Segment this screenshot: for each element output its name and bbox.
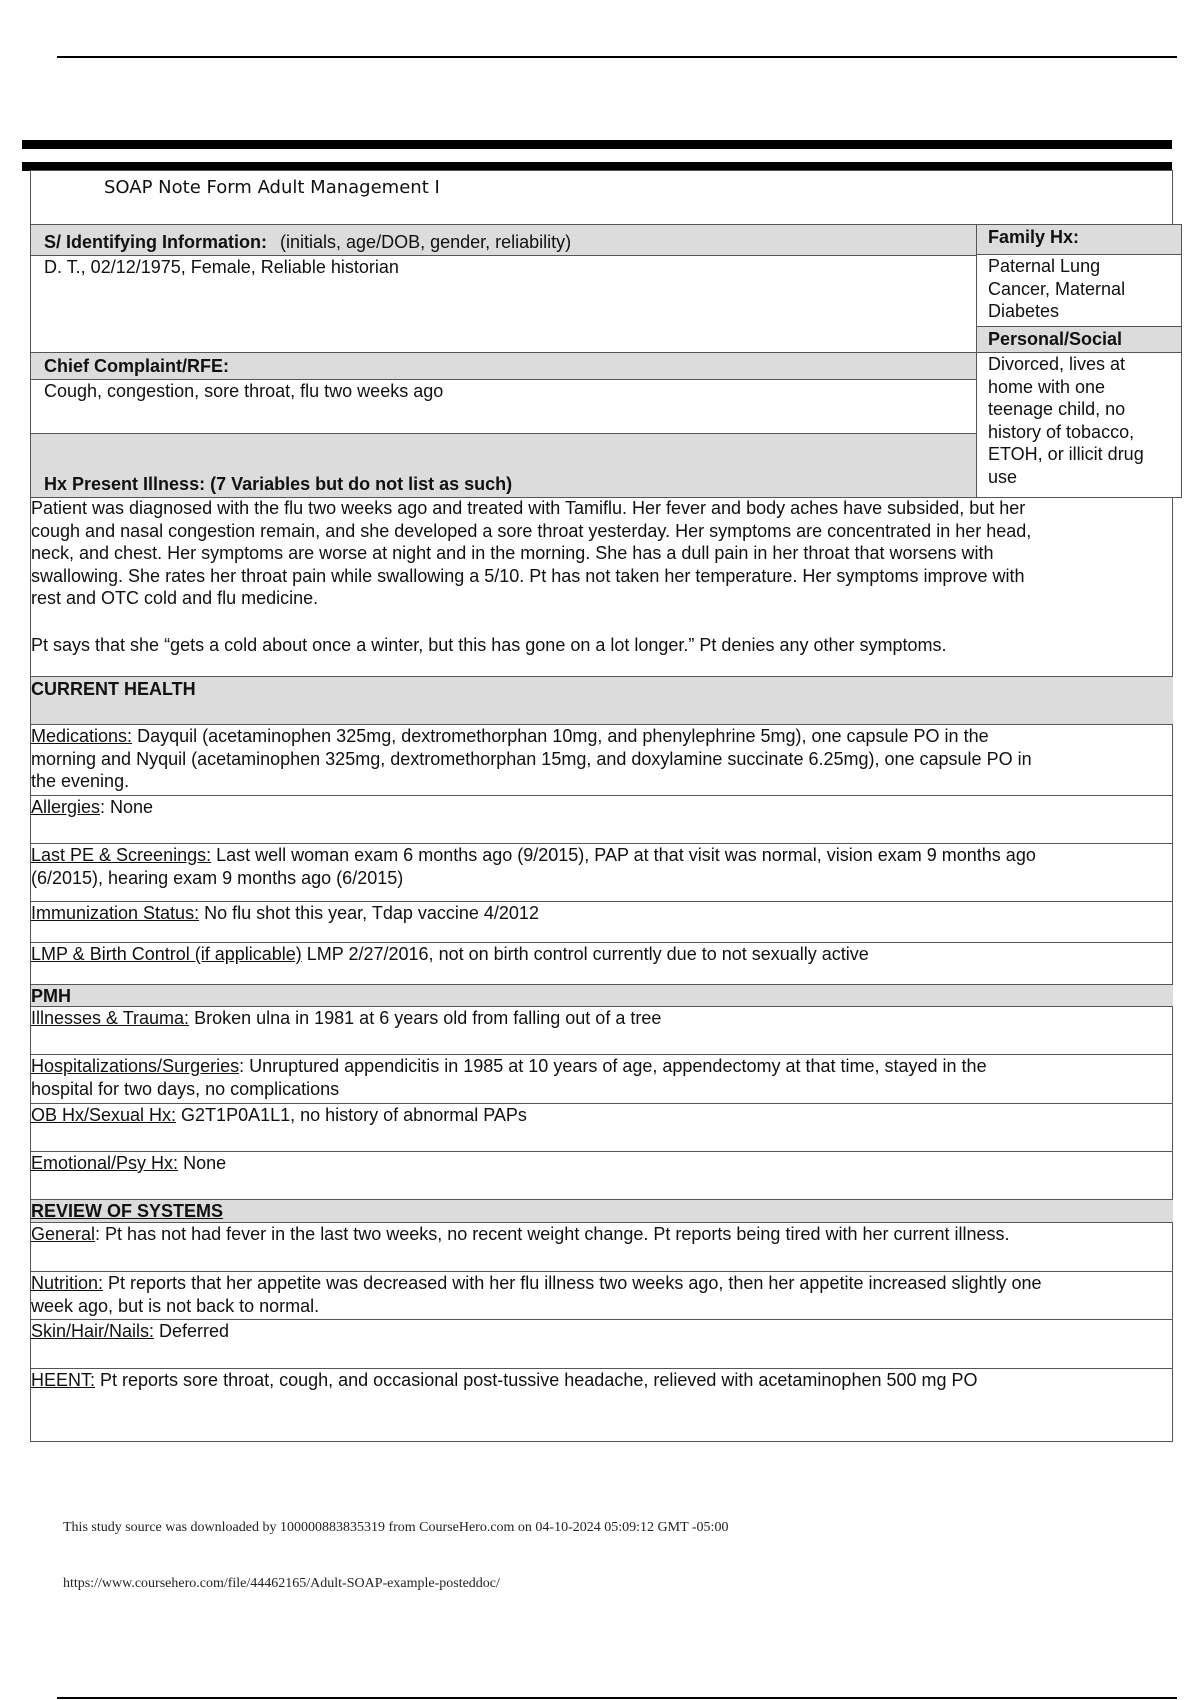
ros-general-value: : Pt has not had fever in the last two weeks, no recent weight change. Pt reports being tired with her current illness.	[95, 1224, 1010, 1244]
hpi-line: cough and nasal congestion remain, and she developed a sore throat yesterday. Her symptoms are concentrated in her head,	[31, 520, 1032, 541]
illnesses-row	[31, 1007, 1171, 1030]
social-line: ETOH, or illicit drug	[988, 444, 1144, 464]
current-health-heading: CURRENT HEALTH	[31, 679, 196, 699]
immunization-value: No flu shot this year, Tdap vaccine 4/2012	[199, 903, 539, 923]
illnesses-label: Illnesses & Trauma:	[31, 1008, 190, 1028]
lmp-label: LMP & Birth Control (if applicable)	[31, 944, 302, 964]
download-notice: This study source was downloaded by 100000883835319 from CourseHero.com on 04-10-2024 05:09:12 GMT -05:00	[63, 1520, 729, 1535]
chief-complaint-value: Cough, congestion, sore throat, flu two weeks ago	[44, 381, 444, 401]
family-line: Cancer, Maternal	[988, 278, 1126, 299]
last-pe-line: (6/2015), hearing exam 9 months ago (6/2015)	[31, 867, 404, 888]
ros-general-label: General	[31, 1224, 96, 1244]
current-health-header-bg	[31, 676, 1173, 725]
emotional-label: Emotional/Psy Hx:	[31, 1153, 179, 1173]
medications-line: the evening.	[31, 771, 130, 791]
ros-nutrition-line: week ago, but is not back to normal.	[31, 1295, 320, 1316]
hospitalizations-line: hospital for two days, no complications	[31, 1078, 340, 1099]
medications-line: morning and Nyquil (acetaminophen 325mg, dextromethorphan 15mg, and doxylamine succinate 6.25mg), one capsule PO in	[31, 748, 1032, 769]
lmp-value: LMP 2/27/2016, not on birth control currently due to not sexually active	[301, 944, 869, 964]
chief-complaint-label: Chief Complaint/RFE:	[44, 356, 229, 376]
ros-skin-label: Skin/Hair/Nails:	[31, 1321, 155, 1341]
pmh-heading: PMH	[31, 986, 71, 1006]
ob-label: OB Hx/Sexual Hx:	[31, 1105, 177, 1125]
footer-rule	[57, 1697, 1177, 1699]
hpi-line: neck, and chest. Her symptoms are worse at night and in the morning. She has a dull pain in her throat that worsens with	[31, 543, 994, 563]
identifying-value: D. T., 02/12/1975, Female, Reliable historian	[44, 257, 399, 277]
medications-line: Dayquil (acetaminophen 325mg, dextromethorphan 10mg, and phenylephrine 5mg), one capsule PO in the	[132, 726, 989, 746]
hpi-body	[31, 497, 1171, 656]
medications-row	[31, 725, 1171, 793]
hospitalizations-label: Hospitalizations/Surgeries	[31, 1056, 240, 1076]
social-line: home with one	[988, 376, 1106, 397]
header-thin-rule	[57, 56, 1177, 58]
form-title: SOAP Note Form Adult Management I	[104, 177, 440, 198]
family-history-text	[988, 255, 1178, 323]
header-thick-rule-1	[22, 140, 1172, 149]
allergies-value: : None	[100, 797, 154, 817]
family-line: Paternal Lung	[988, 256, 1101, 276]
lmp-row	[31, 943, 1171, 966]
medications-label: Medications:	[31, 726, 133, 746]
allergies-row	[31, 796, 1171, 819]
social-line: Divorced, lives at	[988, 354, 1126, 374]
ros-general-row	[31, 1223, 1171, 1246]
immunization-row	[31, 902, 1171, 925]
hospitalizations-row	[31, 1055, 1171, 1100]
social-line: teenage child, no	[988, 399, 1126, 419]
emotional-value: None	[178, 1153, 227, 1173]
immunization-label: Immunization Status:	[31, 903, 200, 923]
ros-heading: REVIEW OF SYSTEMS	[31, 1201, 224, 1221]
last-pe-label: Last PE & Screenings:	[31, 845, 212, 865]
social-line: history of tobacco,	[988, 421, 1135, 442]
emotional-row	[31, 1152, 1171, 1175]
last-pe-row	[31, 844, 1171, 889]
ros-heent-value: Pt reports sore throat, cough, and occasional post-tussive headache, relieved with acetaminophen 500 mg PO	[95, 1370, 978, 1390]
ros-nutrition-label: Nutrition:	[31, 1273, 104, 1293]
ros-nutrition-line: Pt reports that her appetite was decreased with her flu illness two weeks ago, then her appetite increased slightly one	[103, 1273, 1042, 1293]
ros-skin-row	[31, 1320, 1171, 1343]
hpi-paragraph-2: Pt says that she “gets a cold about once a winter, but this has gone on a lot longer.” Pt denies any other symptoms.	[31, 634, 947, 655]
ros-heent-row	[31, 1369, 1171, 1392]
hpi-line: swallowing. She rates her throat pain while swallowing a 5/10. Pt has not taken her temperature. Her symptoms improve with	[31, 565, 1025, 586]
ros-nutrition-row	[31, 1272, 1171, 1317]
hpi-line: rest and OTC cold and flu medicine.	[31, 588, 319, 608]
ob-row	[31, 1104, 1171, 1127]
ob-value: G2T1P0A1L1, no history of abnormal PAPs	[176, 1105, 527, 1125]
hpi-line: Patient was diagnosed with the flu two weeks ago and treated with Tamiflu. Her fever and body aches have subsided, but her	[31, 498, 1026, 518]
hpi-label: Hx Present Illness: (7 Variables but do not list as such)	[44, 474, 513, 494]
illnesses-value: Broken ulna in 1981 at 6 years old from falling out of a tree	[189, 1008, 662, 1028]
personal-social-text	[988, 353, 1178, 488]
personal-social-label: Personal/Social	[988, 329, 1123, 349]
pmh-header-bg	[31, 984, 1173, 1007]
last-pe-line: Last well woman exam 6 months ago (9/2015), PAP at that visit was normal, vision exam 9 months ago	[211, 845, 1036, 865]
social-line: use	[988, 466, 1018, 487]
ros-heent-label: HEENT:	[31, 1370, 96, 1390]
hospitalizations-line: : Unruptured appendicitis in 1985 at 10 years of age, appendectomy at that time, stayed in the	[239, 1056, 987, 1076]
identifying-hint: (initials, age/DOB, gender, reliability)	[280, 232, 572, 252]
allergies-label: Allergies	[31, 797, 101, 817]
identifying-header	[44, 231, 571, 254]
identifying-label: S/ Identifying Information:	[44, 232, 267, 252]
ros-skin-value: Deferred	[154, 1321, 230, 1341]
family-label: Family Hx:	[988, 227, 1080, 247]
family-line: Diabetes	[988, 301, 1060, 321]
source-url: https://www.coursehero.com/file/44462165/Adult-SOAP-example-posteddoc/	[63, 1576, 500, 1591]
